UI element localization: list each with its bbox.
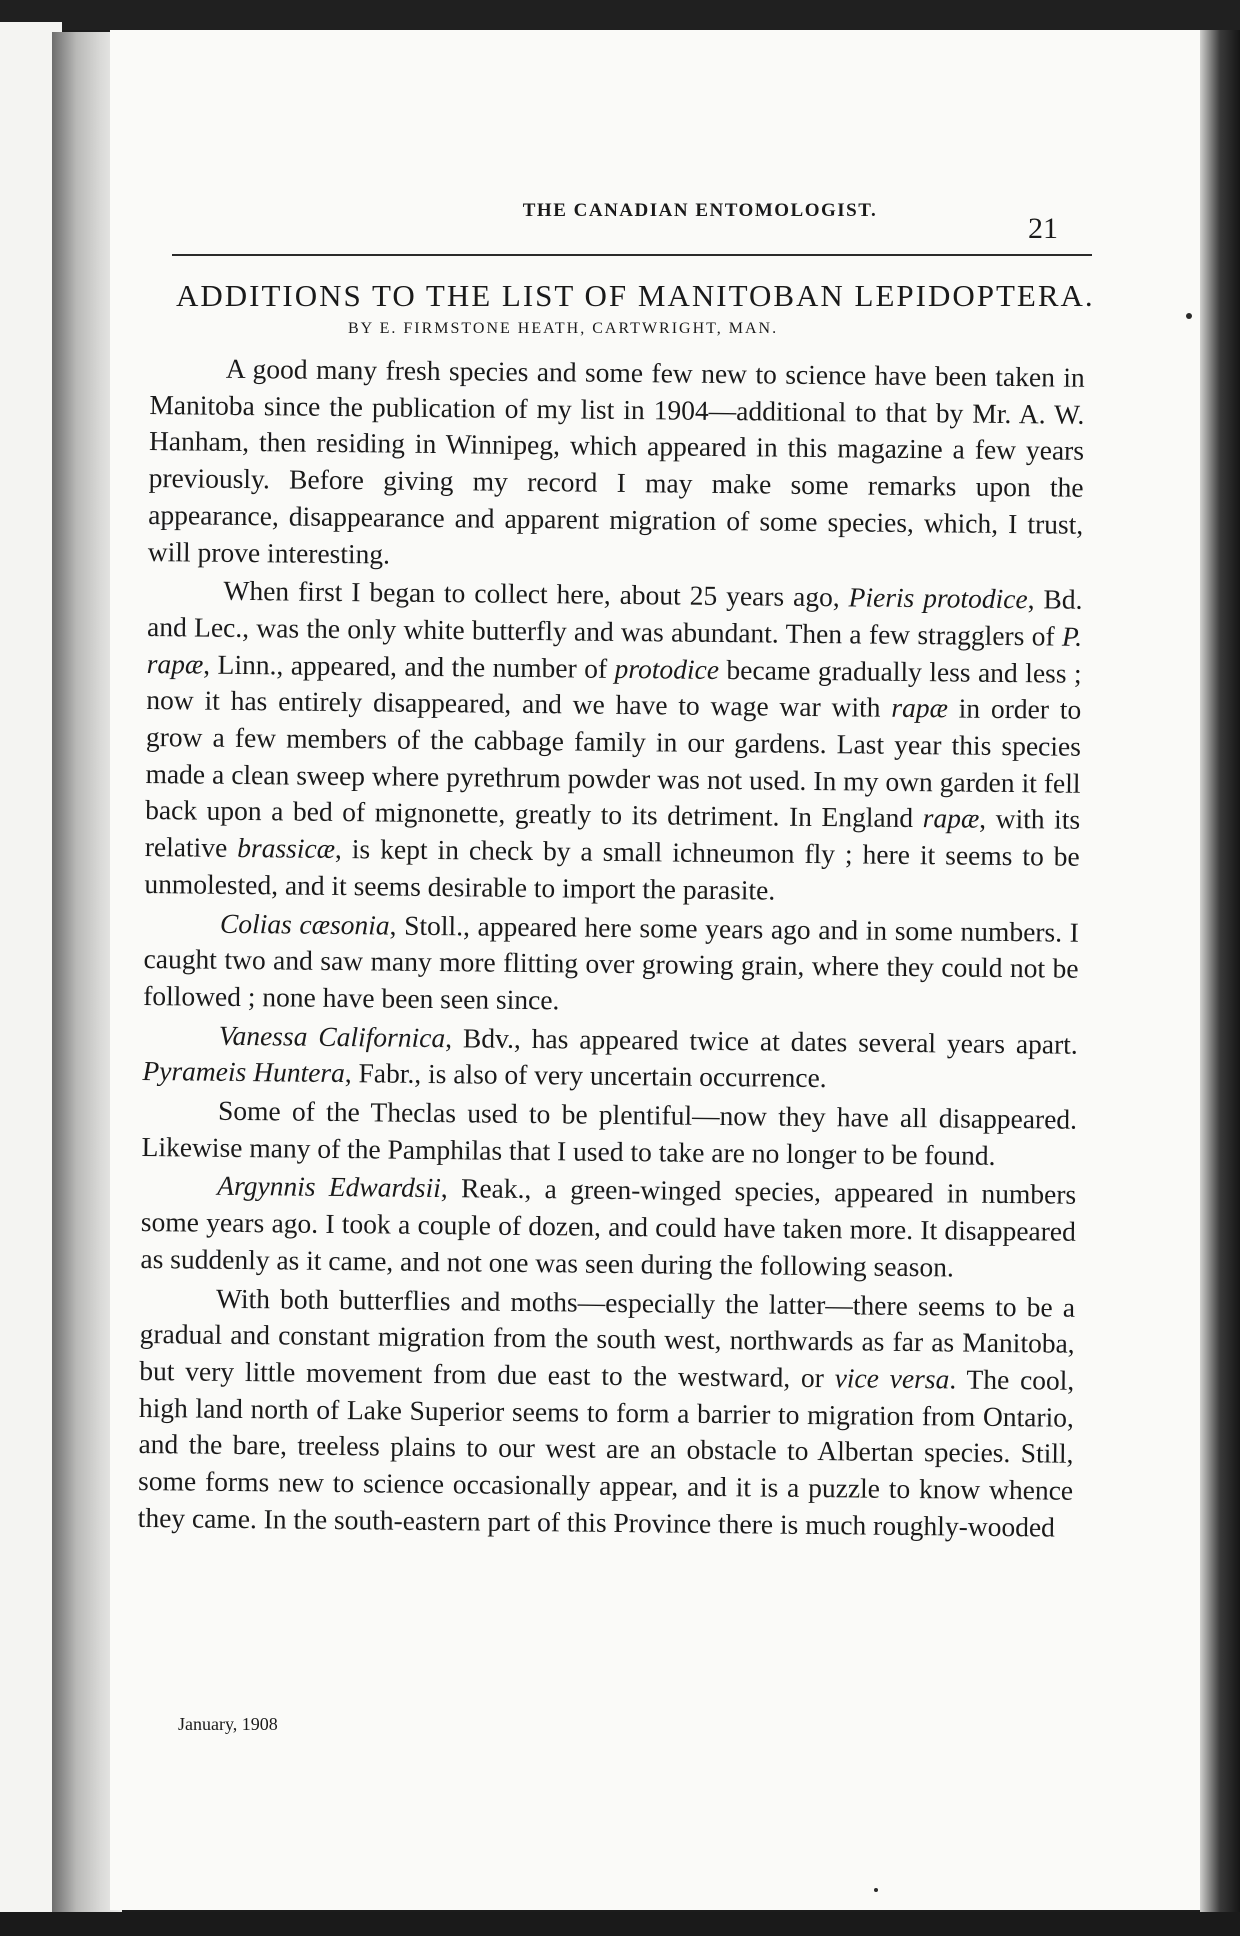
text-run: , Bdv., has appeared twice at dates several years apart. xyxy=(445,1021,1078,1060)
paragraph-6 xyxy=(140,1167,1076,1287)
ink-speck xyxy=(874,1888,878,1892)
paragraph-4 xyxy=(142,1017,1078,1100)
paragraph-1: A good many fresh species and some few new to science have been taken in Manitoba since the publication of my list in 1904—additional to that by Mr. A. W. Hanham, then residing in Winnipeg, which appeared in this magazine a few years previously. Before giving my record I may make some remarks upon the appearance, disappearance and apparent migration of some species, which, I trust, will prove interesting. xyxy=(147,352,1085,570)
text-run: in order to grow a few members of the cabbage family in our gardens. Last year this species made a clean sweep where pyrethrum powder was not used. In my own garden it fell back upon a bed of mignonette, greatly to its detriment. In England xyxy=(145,692,1082,834)
text-run: , Linn., appeared, and the number of xyxy=(203,648,615,684)
paragraph-5: Some of the Theclas used to be plentiful—now they have all disappeared. Likewise many of the Pamphilas that I used to take are no longer to be found. xyxy=(141,1094,1078,1171)
article-title: ADDITIONS TO THE LIST OF MANITOBAN LEPIDOPTERA. xyxy=(176,278,1095,313)
species-name: P. rapæ xyxy=(146,620,1083,680)
text-run: , Stoll., appeared here some years ago and in some numbers. I caught two and saw many more flitting over growing grain, where they could not be followed ; none have been seen since. xyxy=(143,909,1080,1016)
scan-top-border xyxy=(0,0,1240,30)
species-name: rapæ xyxy=(922,802,980,835)
article-byline: BY E. FIRMSTONE HEATH, CARTWRIGHT, MAN. xyxy=(348,320,779,337)
issue-date-footer: January, 1908 xyxy=(178,1714,278,1734)
article-body xyxy=(138,350,1085,1548)
page-number: 21 xyxy=(1028,212,1058,245)
paragraph-2 xyxy=(144,572,1082,912)
paragraph-3 xyxy=(143,905,1079,1025)
scan-bottom-border xyxy=(0,1912,1240,1936)
species-name: Vanessa Californica xyxy=(218,1019,446,1053)
species-name: Pieris protodice xyxy=(848,581,1028,615)
text-run: , with its relative xyxy=(144,803,1081,864)
text-run: . The cool, high land north of Lake Superior seems to form a barrier to migration from Ontario, and the bare, treeless plains to our west are an obstacle to Albertan species. Still, some forms new to science occasionally appear, and it is a puzzle to know whence they came. In the south-eastern part of this Province there is much roughly-wooded xyxy=(137,1363,1075,1543)
latin-phrase: vice versa xyxy=(834,1362,950,1395)
text-run: became gradually less and less ; now it has entirely disappeared, and we have to wage war with xyxy=(146,653,1082,724)
running-head: THE CANADIAN ENTOMOLOGIST. xyxy=(522,200,878,221)
species-name: Colias cæsonia xyxy=(219,907,390,941)
text-run: , Fabr., is also of very uncertain occurrence. xyxy=(344,1057,827,1094)
species-name: Argynnis Edwardsii xyxy=(217,1170,442,1204)
text-run: , Bd. and Lec., was the only white butterfly and was abundant. Then a few stragglers of xyxy=(146,583,1083,652)
text-run: , is kept in check by a small ichneumon fly ; here it seems to be unmolested, and it seems desirable to import the parasite. xyxy=(144,833,1080,906)
text-run: , Reak., a green-winged species, appeared in numbers some years ago. I took a couple of dozen, and could have taken more. It disappeared as suddenly as it came, and not one was seen during the following season. xyxy=(140,1172,1077,1283)
species-name: Pyrameis Huntera xyxy=(142,1055,346,1089)
header-rule xyxy=(172,254,1092,256)
page-right-edge xyxy=(1200,30,1240,1936)
ink-speck xyxy=(1186,313,1192,319)
paragraph-7 xyxy=(138,1280,1076,1547)
text-run: When first I began to collect here, about 25 years ago, xyxy=(223,575,849,613)
species-name: brassicæ xyxy=(237,832,336,865)
text-run: With both butterflies and moths—especially the latter—there seems to be a gradual and constant migration from the south west, northwards as far as Manitoba, but very little movement from due east to the westward, or xyxy=(139,1282,1076,1394)
species-name: rapæ xyxy=(891,692,949,724)
species-name: protodice xyxy=(614,652,720,685)
